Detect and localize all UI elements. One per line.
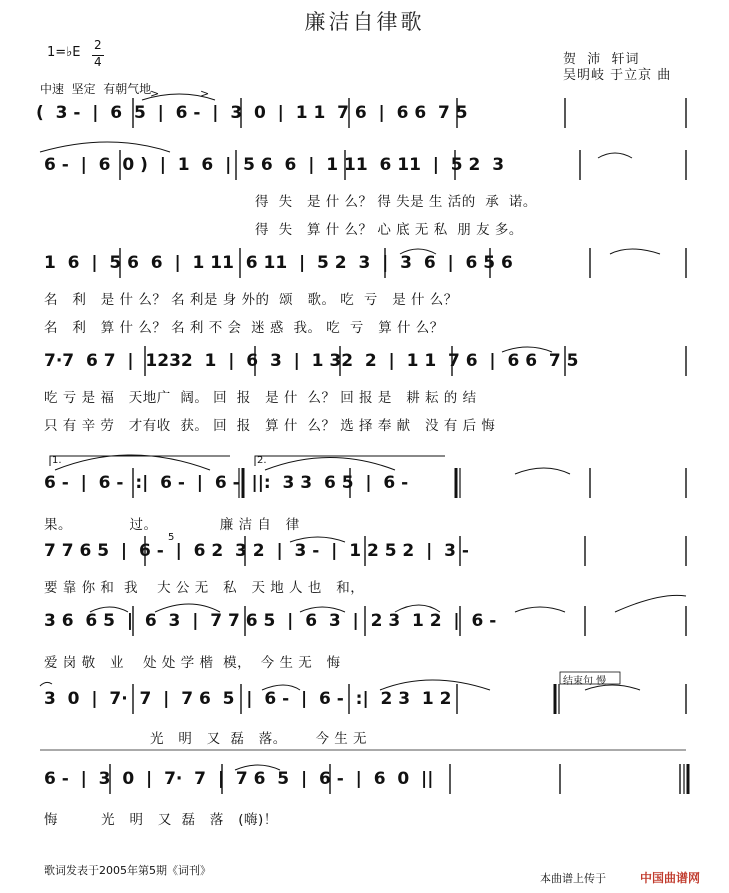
row-7-notes: 3 6 6 5 | 6 3 | 7 7 6 5 | 6 3 | 2 3 1 2 | 6 - xyxy=(44,611,497,631)
svg-text:>: > xyxy=(200,87,210,100)
lyricist-credit: 贺 沛 轩词 xyxy=(563,52,640,67)
row-9-notes: 6 - | 3 0 | 7· 7 | 7 6 5 | 6 - | 6 0 || xyxy=(44,769,434,789)
svg-text:>: > xyxy=(150,87,160,100)
key-signature: 1=♭E xyxy=(47,45,81,60)
volta-2-label: 2. xyxy=(257,455,267,466)
row-7-lyrics-1: 爱 岗 敬 业 处 处 学 楷 模， 今 生 无 悔 xyxy=(44,655,341,671)
row-3-lyrics-2: 名 利 算 什 么？ 名 利 不 会 迷 惑 我。 吃 亏 算 什 么？ xyxy=(44,320,444,336)
footer-upload: 本曲谱上传于 xyxy=(540,872,606,885)
row-8-lyrics-1: 光 明 又 磊 落。 今 生 无 xyxy=(150,731,368,747)
ending-label: 结束句 慢 xyxy=(563,676,607,687)
song-title: 廉洁自律歌 xyxy=(304,10,425,34)
volta-1-label: 1. xyxy=(52,455,62,466)
time-signature-bottom: 4 xyxy=(94,55,102,69)
row-1-notes: ( 3 - | 6 5 | 6 - | 3 0 | 1 1 7 6 | 6 6 7 5 xyxy=(36,103,468,123)
row-2-lyrics-2: 得 失 算 什 么？ 心 底 无 私 朋 友 多。 xyxy=(255,222,523,238)
grace-note: 5 xyxy=(168,532,175,543)
footer-source: 歌词发表于2005年第5期《词刊》 xyxy=(44,864,211,877)
time-signature-top: 2 xyxy=(94,38,102,52)
row-3-notes: 1 6 | 5 6 6 | 1 11 6 11 | 5 2 3 | 3 6 | 6 5 6 xyxy=(44,253,513,273)
site-logo[interactable]: 中国曲谱网 xyxy=(640,871,701,885)
row-5-lyrics-1: 果。 过。 廉 洁 自 律 xyxy=(44,517,300,533)
row-2-notes: 6 - | 6 0 ) | 1 6 | 5 6 6 | 1 11 6 11 | 5 2 3 xyxy=(44,155,505,175)
row-8-notes: 3 0 | 7· 7 | 7 6 5 | 6 - | 6 - :| 2 3 1 2 xyxy=(44,689,452,709)
row-9-lyrics-1: 悔 光 明 又 磊 落 (嗨)！ xyxy=(44,812,278,828)
row-4-lyrics-1: 吃 亏 是 福 天地广 阔。 回 报 是 什 么？ 回 报 是 耕 耘 的 结 xyxy=(44,390,477,406)
row-6-notes: 7 7 6 5 | 6 - | 6 2 3 2 | 3 - | 1 2 5 2 | 3 - xyxy=(44,541,469,561)
composer-credit: 吴明岐 于立京 曲 xyxy=(563,68,672,83)
row-4-lyrics-2: 只 有 辛 劳 才有收 获。 回 报 算 什 么？ 选 择 奉 献 没 有 后 悔 xyxy=(44,418,496,434)
row-3-lyrics-1: 名 利 是 什 么？ 名 利是 身 外的 颂 歌。 吃 亏 是 什 么？ xyxy=(44,292,458,308)
tempo-mark: 中速 坚定 有朝气地 xyxy=(40,82,152,96)
row-4-notes: 7·7 6 7 | 1232 1 | 6 3 | 1 32 2 | 1 1 7 6 | 6 6 7 5 xyxy=(44,351,579,371)
row-5-notes: 6 - | 6 - :| 6 - | 6 - ||: 3 3 6 5 | 6 - xyxy=(44,473,409,493)
row-6-lyrics-1: 要 靠 你 和 我 大 公 无 私 天 地 人 也 和， xyxy=(44,580,365,596)
row-2-lyrics-1: 得 失 是 什 么？ 得 失是 生 活的 承 诺。 xyxy=(255,194,537,210)
